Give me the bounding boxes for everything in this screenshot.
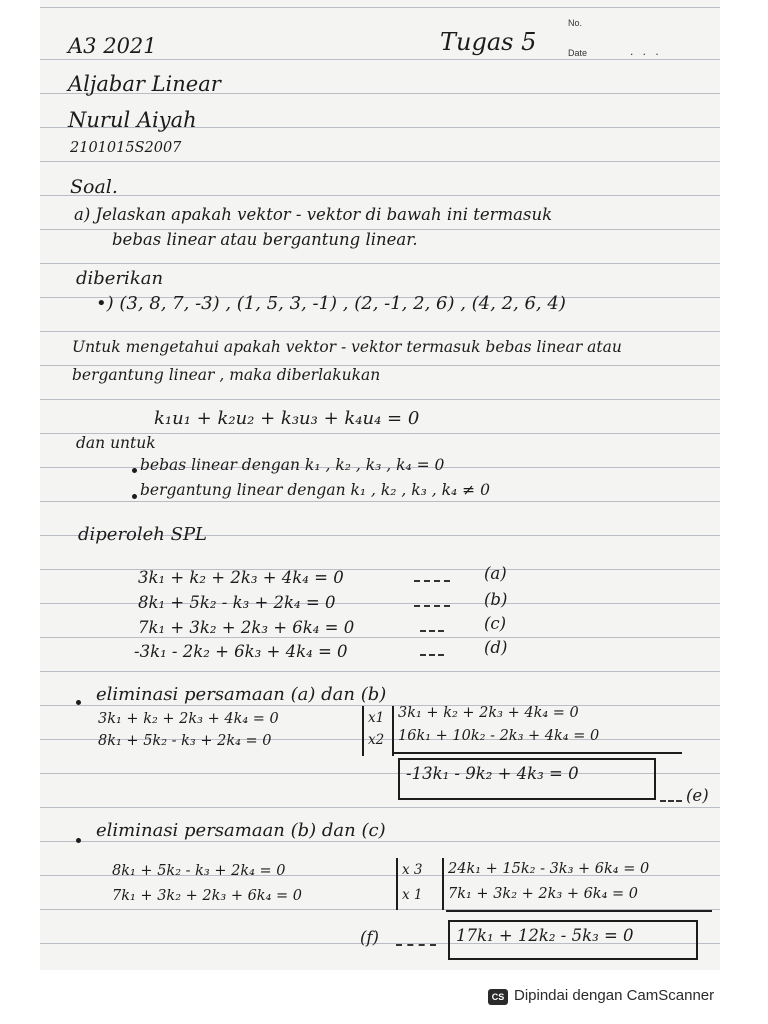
dash-separator: [396, 944, 436, 947]
no-label: No.: [568, 18, 583, 28]
spl-equation-d: -3k₁ - 2k₂ + 6k₃ + 4k₄ = 0: [134, 642, 348, 661]
vector-list: •) (3, 8, 7, -3) , (1, 5, 3, -1) , (2, -1, 2, 6) , (4, 2, 6, 4): [96, 293, 566, 314]
elimination-1-title: eliminasi persamaan (a) dan (b): [96, 684, 387, 705]
elimination-2-left-eq-1: 8k₁ + 5k₂ - k₃ + 2k₄ = 0: [112, 863, 286, 879]
subject-title: Aljabar Linear: [68, 72, 221, 96]
question-line-1: a) Jelaskan apakah vektor - vektor di bawah ini termasuk: [74, 205, 553, 224]
elimination-1-multiplier-1: x1: [368, 710, 385, 726]
elimination-1-left-eq-1: 3k₁ + k₂ + 2k₃ + 4k₄ = 0: [98, 711, 279, 727]
dash-separator: [660, 800, 682, 803]
elimination-1-multiplier-2: x2: [368, 732, 385, 748]
linear-combination-equation: k₁u₁ + k₂u₂ + k₃u₃ + k₄u₄ = 0: [154, 408, 420, 429]
method-line-2: bergantung linear , maka diberlakukan: [72, 366, 381, 384]
dependent-condition: bergantung linear dengan k₁ , k₂ , k₃ , k₄ ≠ 0: [140, 481, 490, 499]
bullet-dot: [132, 494, 137, 499]
elimination-1-right-eq-1: 3k₁ + k₂ + 2k₃ + 4k₄ = 0: [398, 705, 579, 721]
given-label: diberikan: [76, 268, 164, 289]
assignment-title: Tugas 5: [440, 28, 537, 56]
course-code: A3 2021: [68, 34, 157, 58]
camscanner-logo-icon: CS: [488, 989, 508, 1005]
subtraction-line: [446, 910, 712, 912]
divider-line: [392, 706, 394, 756]
divider-line: [362, 706, 364, 756]
spl-equation-c: 7k₁ + 3k₂ + 2k₃ + 6k₄ = 0: [138, 618, 355, 637]
elimination-2-right-eq-1: 24k₁ + 15k₂ - 3k₃ + 6k₄ = 0: [448, 861, 650, 877]
date-dots: . . .: [630, 44, 662, 58]
elimination-1-result: -13k₁ - 9k₂ + 4k₃ = 0: [406, 764, 579, 783]
elimination-2-title: eliminasi persamaan (b) dan (c): [96, 820, 386, 841]
dash-separator: [420, 630, 444, 633]
subtraction-line: [394, 752, 682, 754]
student-id: 2101015S2007: [70, 140, 182, 156]
divider-line: [396, 858, 398, 910]
elimination-2-left-eq-2: 7k₁ + 3k₂ + 2k₃ + 6k₄ = 0: [112, 888, 302, 904]
independent-condition: bebas linear dengan k₁ , k₂ , k₃ , k₄ = 0: [140, 456, 445, 474]
elimination-2-multiplier-2: x 1: [402, 887, 423, 903]
dash-separator: [414, 605, 450, 608]
dash-separator: [420, 654, 444, 657]
spl-tag-b: (b): [484, 590, 508, 609]
spl-tag-c: (c): [484, 614, 507, 633]
divider-line: [442, 858, 444, 910]
elimination-2-multiplier-1: x 3: [402, 862, 423, 878]
date-label: Date: [568, 48, 588, 58]
bullet-dot: [76, 838, 81, 843]
elimination-2-result: 17k₁ + 12k₂ - 5k₃ = 0: [456, 926, 634, 945]
elimination-1-left-eq-2: 8k₁ + 5k₂ - k₃ + 2k₄ = 0: [98, 733, 272, 749]
elimination-1-right-eq-2: 16k₁ + 10k₂ - 2k₃ + 4k₄ = 0: [398, 728, 600, 744]
method-line-1: Untuk mengetahui apakah vektor - vektor termasuk bebas linear atau: [72, 338, 622, 356]
camscanner-watermark: Dipindai dengan CamScanner: [514, 987, 715, 1004]
student-name: Nurul Aiyah: [68, 108, 197, 132]
spl-label: diperoleh SPL: [78, 524, 208, 545]
bullet-dot: [76, 700, 81, 705]
dash-separator: [414, 580, 450, 583]
spl-tag-d: (d): [484, 638, 508, 657]
spl-equation-b: 8k₁ + 5k₂ - k₃ + 2k₄ = 0: [138, 593, 336, 612]
bullet-dot: [132, 468, 137, 473]
spl-equation-a: 3k₁ + k₂ + 2k₃ + 4k₄ = 0: [138, 568, 344, 587]
and-for-label: dan untuk: [76, 434, 156, 452]
question-line-2: bebas linear atau bergantung linear.: [112, 230, 418, 249]
spl-tag-a: (a): [484, 564, 507, 583]
elimination-2-right-eq-2: 7k₁ + 3k₂ + 2k₃ + 6k₄ = 0: [448, 886, 638, 902]
question-heading: Soal.: [70, 176, 118, 198]
elimination-1-result-tag: (e): [686, 786, 709, 805]
elimination-2-result-tag: (f): [360, 928, 379, 947]
